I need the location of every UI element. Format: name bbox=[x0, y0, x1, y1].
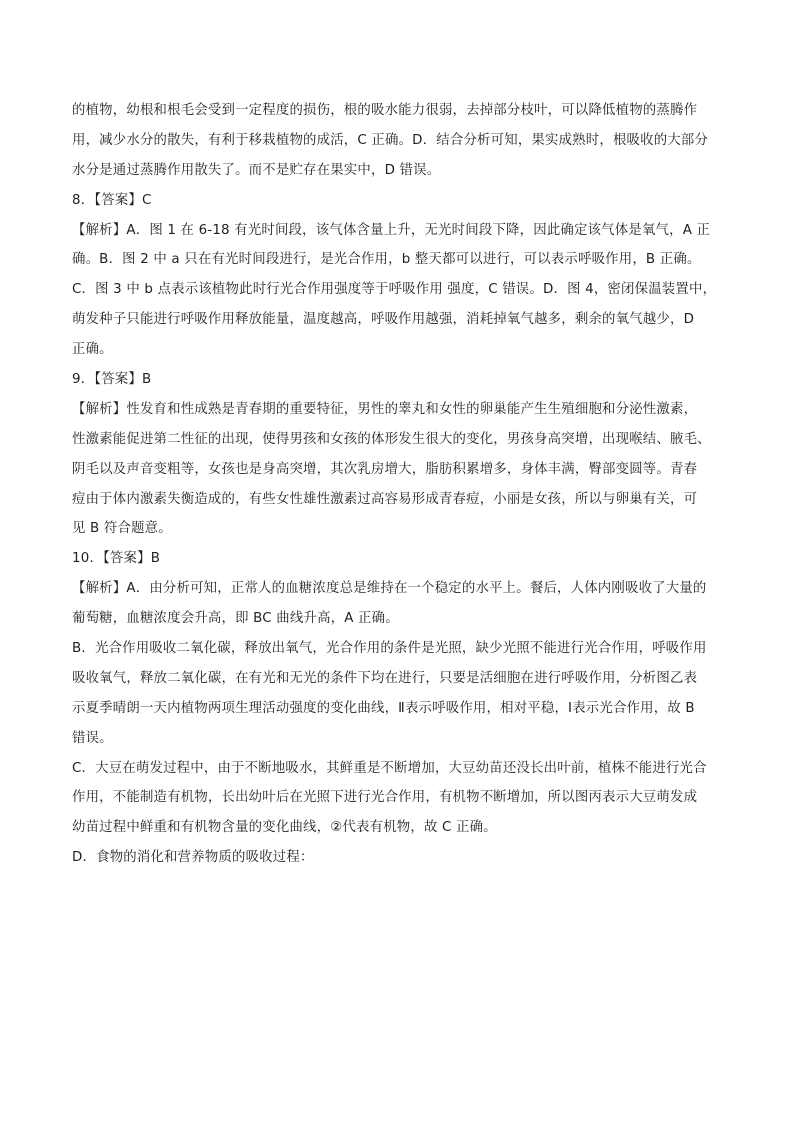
text-line: D．食物的消化和营养物质的吸收过程： bbox=[72, 850, 314, 866]
text-line: 用，减少水分的散失，有利于移栽植物的成活，C 正确。D．结合分析可知，果实成熟时，根吸收的大部分 bbox=[72, 132, 709, 148]
text-line: 【解析】A．由分析可知，正常人的血糖浓度总是维持在一个稳定的水平上。餐后，人体内刚吸收了大量的 bbox=[72, 581, 707, 597]
paragraph-q7-continued bbox=[72, 96, 726, 186]
paragraph-q8-analysis bbox=[72, 216, 726, 365]
answer-heading: 9．【答案】B bbox=[72, 372, 152, 388]
text-line: C．大豆在萌发过程中，由于不断地吸水，其鲜重是不断增加，大豆幼苗还没长出叶前，植株不能进行光合 bbox=[72, 760, 707, 776]
text-line: 错误。 bbox=[72, 730, 113, 746]
text-line: 幼苗过程中鲜重和有机物含量的变化曲线，②代表有机物，故 C 正确。 bbox=[72, 820, 497, 836]
answer-heading: 10．【答案】B bbox=[72, 551, 161, 567]
text-line: 示夏季晴朗一天内植物两项生理活动强度的变化曲线，Ⅱ表示呼吸作用，相对平稳，Ⅰ表示光合作用，故 B bbox=[72, 700, 695, 716]
text-line: 【解析】A．图 1 在 6-18 有光时间段，该气体含量上升，无光时间段下降，因此确定该气体是氧气，A 正 bbox=[72, 222, 711, 238]
answer-heading: 8．【答案】C bbox=[72, 192, 152, 208]
text-line: 作用，不能制造有机物，长出幼叶后在光照下进行光合作用，有机物不断增加，所以图丙表示大豆萌发成 bbox=[72, 790, 698, 806]
text-line: 【解析】性发育和性成熟是青春期的重要特征，男性的睾丸和女性的卵巢能产生生殖细胞和分泌性激素， bbox=[72, 401, 698, 417]
text-line: 阴毛以及声音变粗等，女孩也是身高突增，其次乳房增大，脂肪积累增多，身体丰满，臀部变圆等。青春 bbox=[72, 461, 698, 477]
paragraph-q10-analysis-c bbox=[72, 754, 726, 844]
text-line: 见 B 符合题意。 bbox=[72, 521, 172, 537]
paragraph-q10-analysis-d bbox=[72, 843, 726, 873]
paragraph-q9-analysis bbox=[72, 395, 726, 544]
paragraph-q9-answer bbox=[72, 365, 726, 395]
text-line: 水分是通过蒸腾作用散失了。而不是贮存在果实中，D 错误。 bbox=[72, 162, 441, 178]
paragraph-q10-analysis-a bbox=[72, 574, 726, 634]
text-line: 葡萄糖，血糖浓度会升高，即 BC 曲线升高，A 正确。 bbox=[72, 611, 399, 627]
text-line: 正确。 bbox=[72, 342, 113, 358]
text-line: C．图 3 中 b 点表示该植物此时行光合作用强度等于呼吸作用 强度，C 错误。D．图 4，密闭保温装置中， bbox=[72, 282, 717, 298]
paragraph-q8-answer bbox=[72, 186, 726, 216]
text-line: B．光合作用吸收二氧化碳，释放出氧气，光合作用的条件是光照，缺少光照不能进行光合作用，呼吸作用 bbox=[72, 641, 707, 657]
text-line: 的植物，幼根和根毛会受到一定程度的损伤，根的吸水能力很弱，去掉部分枝叶，可以降低植物的蒸腾作 bbox=[72, 103, 698, 118]
text-line: 吸收氧气，释放二氧化碳，在有光和无光的条件下均在进行，只要是活细胞在进行呼吸作用，分析图乙表 bbox=[72, 670, 698, 686]
paragraph-q10-answer bbox=[72, 544, 726, 574]
text-line: 确。B．图 2 中 a 只在有光时间段进行，是光合作用，b 整天都可以进行，可以表示呼吸作用，B 正确。 bbox=[72, 252, 701, 268]
text-line: 痘由于体内激素失衡造成的，有些女性雄性激素过高容易形成青春痘，小丽是女孩，所以与卵巢有关，可 bbox=[72, 491, 698, 507]
paragraph-q10-analysis-b bbox=[72, 634, 726, 754]
text-line: 性激素能促进第二性征的出现，使得男孩和女孩的体形发生很大的变化，男孩身高突增，出现喉结、腋毛、 bbox=[72, 431, 711, 447]
document-body bbox=[72, 96, 726, 873]
text-line: 萌发种子只能进行呼吸作用释放能量，温度越高，呼吸作用越强，消耗掉氧气越多，剩余的氧气越少，D bbox=[72, 312, 695, 328]
